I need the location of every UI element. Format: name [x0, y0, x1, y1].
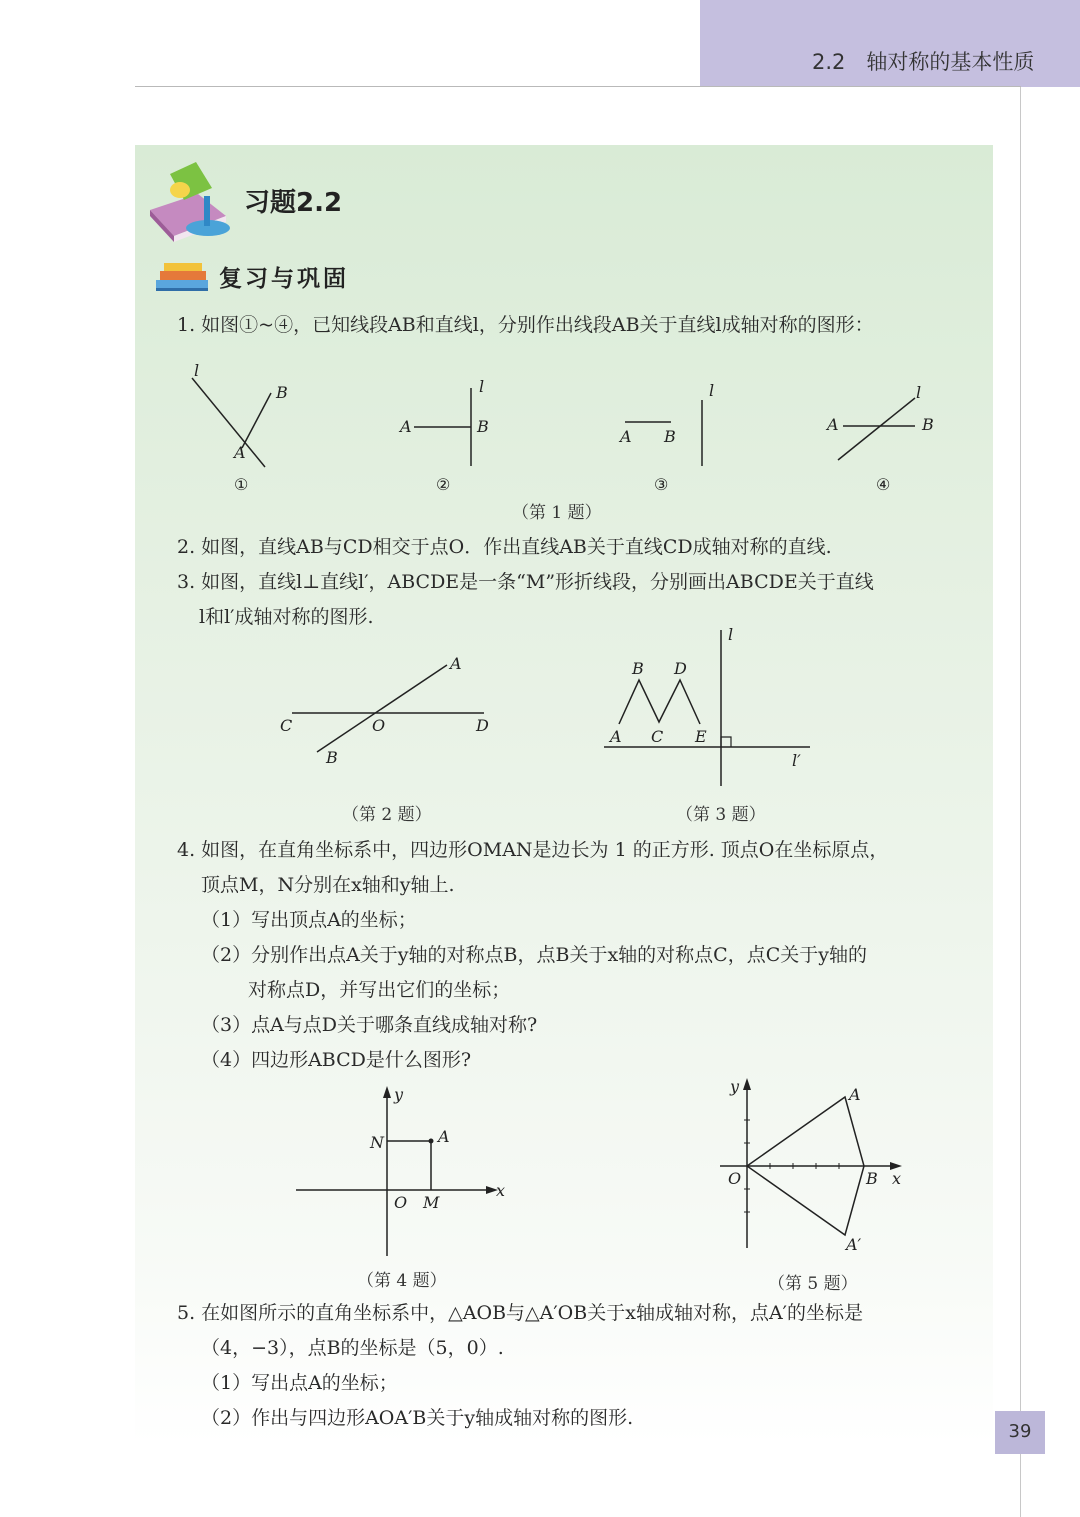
- label-y: y: [730, 1077, 740, 1096]
- label-x: x: [496, 1181, 506, 1200]
- label-l: l: [479, 377, 485, 396]
- label-l: l: [709, 381, 715, 400]
- label-A: A: [438, 1127, 450, 1146]
- label-A: A: [849, 1085, 861, 1104]
- fig-num-2: ②: [436, 475, 451, 494]
- question-5-part2: （2）作出与四边形AOA′B关于y轴成轴对称的图形.: [201, 1407, 634, 1429]
- question-5-line2: （4，−3），点B的坐标是（5，0）.: [201, 1337, 504, 1359]
- label-B: B: [922, 415, 934, 434]
- caption-q1: （第 1 题）: [512, 503, 602, 523]
- label-A: A: [450, 654, 462, 673]
- question-3-line1: 3. 如图，直线l⊥直线l′，ABCDE是一条“M”形折线段，分别画出ABCDE关于直线: [177, 571, 874, 593]
- section-title: 2.2 轴对称的基本性质: [812, 50, 1035, 74]
- question-4-part4: （4）四边形ABCD是什么图形?: [201, 1049, 472, 1071]
- question-4-part2b: 对称点D，并写出它们的坐标；: [248, 979, 511, 1001]
- page-number-box: [995, 1411, 1045, 1454]
- label-A: A: [827, 415, 839, 434]
- label-y: y: [394, 1085, 404, 1104]
- question-5-part1: （1）写出点A的坐标；: [201, 1372, 398, 1394]
- label-A: A: [234, 443, 246, 462]
- fig-num-3: ③: [654, 475, 669, 494]
- label-D: D: [476, 716, 489, 735]
- figure-q2: [270, 645, 510, 775]
- books-icon: [154, 258, 214, 294]
- label-A: A: [620, 427, 632, 446]
- label-E: E: [695, 727, 707, 746]
- question-4-part2a: （2）分别作出点A关于y轴的对称点B，点B关于x轴的对称点C，点C关于y轴的: [201, 944, 867, 966]
- section-subtitle: 复习与巩固: [219, 265, 349, 292]
- label-l: l: [728, 625, 734, 644]
- caption-q4: （第 4 题）: [357, 1271, 447, 1291]
- label-B: B: [326, 748, 338, 767]
- question-5-line1: 5. 在如图所示的直角坐标系中，△AOB与△A′OB关于x轴成轴对称，点A′的坐标是: [177, 1302, 863, 1324]
- label-C: C: [280, 716, 293, 735]
- label-B: B: [276, 383, 288, 402]
- label-l: l: [916, 383, 922, 402]
- header-rule: [135, 86, 1021, 87]
- label-O: O: [394, 1193, 408, 1212]
- label-l: l: [194, 361, 200, 380]
- desk-lamp-book-icon: [146, 158, 238, 242]
- caption-q3: （第 3 题）: [676, 805, 766, 825]
- fig-num-4: ④: [876, 475, 891, 494]
- label-A: A: [400, 417, 412, 436]
- question-4-part3: （3）点A与点D关于哪条直线成轴对称?: [201, 1014, 538, 1036]
- fig-num-1: ①: [234, 475, 249, 494]
- caption-q2: （第 2 题）: [342, 805, 432, 825]
- question-4-line2: 顶点M，N分别在x轴和y轴上.: [201, 874, 455, 896]
- question-4-line1: 4. 如图，在直角坐标系中，四边形OMAN是边长为 1 的正方形. 顶点O在坐标原点，: [177, 839, 889, 861]
- margin-rule: [1020, 87, 1021, 1517]
- question-2: 2. 如图，直线AB与CD相交于点O．作出直线AB关于直线CD成轴对称的直线.: [177, 536, 832, 558]
- label-M: M: [423, 1193, 440, 1212]
- label-B: B: [866, 1169, 878, 1188]
- label-A-prime: A′: [846, 1235, 862, 1254]
- label-B: B: [477, 417, 489, 436]
- figure-q4: [290, 1080, 520, 1260]
- label-O: O: [728, 1169, 742, 1188]
- figure-q5: [712, 1072, 912, 1262]
- exercise-title: 习题2.2: [244, 188, 343, 218]
- label-D: D: [674, 659, 687, 678]
- label-O: O: [372, 716, 386, 735]
- caption-q5: （第 5 题）: [768, 1274, 858, 1294]
- label-B: B: [664, 427, 676, 446]
- question-1: 1. 如图①~④，已知线段AB和直线l，分别作出线段AB关于直线l成轴对称的图形：: [177, 314, 874, 336]
- figure-q3: [600, 622, 820, 792]
- label-B: B: [632, 659, 644, 678]
- label-A: A: [610, 727, 622, 746]
- label-x: x: [892, 1169, 902, 1188]
- label-C: C: [651, 727, 664, 746]
- figure-q1: [170, 360, 950, 500]
- label-l-prime: l′: [792, 751, 801, 770]
- question-3-line2: l和l′成轴对称的图形.: [199, 606, 374, 628]
- page-number: 39: [1008, 1421, 1032, 1442]
- label-N: N: [370, 1133, 384, 1152]
- question-4-part1: （1）写出顶点A的坐标；: [201, 909, 417, 931]
